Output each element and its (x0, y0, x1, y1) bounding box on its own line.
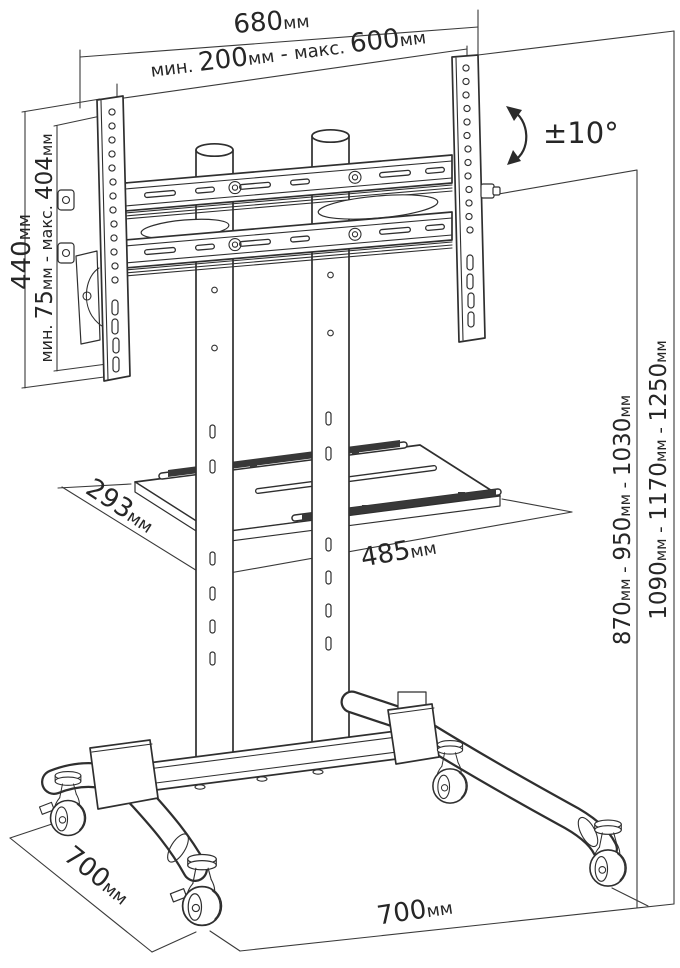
dim-label-bracket-height: 440мм (7, 213, 37, 291)
corner-block-left (90, 740, 158, 809)
caster-rear-right (433, 741, 467, 804)
dim-label-tilt: ±10° (543, 116, 619, 150)
support-rail-lower (125, 212, 452, 268)
dim-label-shelf-width: 485мм (358, 535, 439, 574)
tilt-arrow-icon (506, 106, 526, 165)
dim-label-overall-heights: 1090мм - 1170мм - 1250мм (646, 340, 672, 620)
dim-label-column-heights: 870мм - 950мм - 1030мм (610, 394, 636, 646)
dim-label-shelf-depth: 293мм (80, 473, 157, 538)
vesa-strip-left (58, 96, 130, 381)
dim-label-base-front: 700мм (374, 894, 455, 932)
dim-label-vesa-range: мин. 75мм - макс. 404мм (32, 133, 58, 363)
caster-front-right (590, 820, 626, 886)
dim-label-mount-range: мин. 200мм - макс. 600мм (149, 23, 428, 82)
dim-label-base-side: 700мм (57, 840, 132, 910)
vesa-strip-right (452, 55, 500, 342)
dim-label-top-width: 680мм (232, 6, 311, 40)
base-beam (148, 727, 428, 791)
